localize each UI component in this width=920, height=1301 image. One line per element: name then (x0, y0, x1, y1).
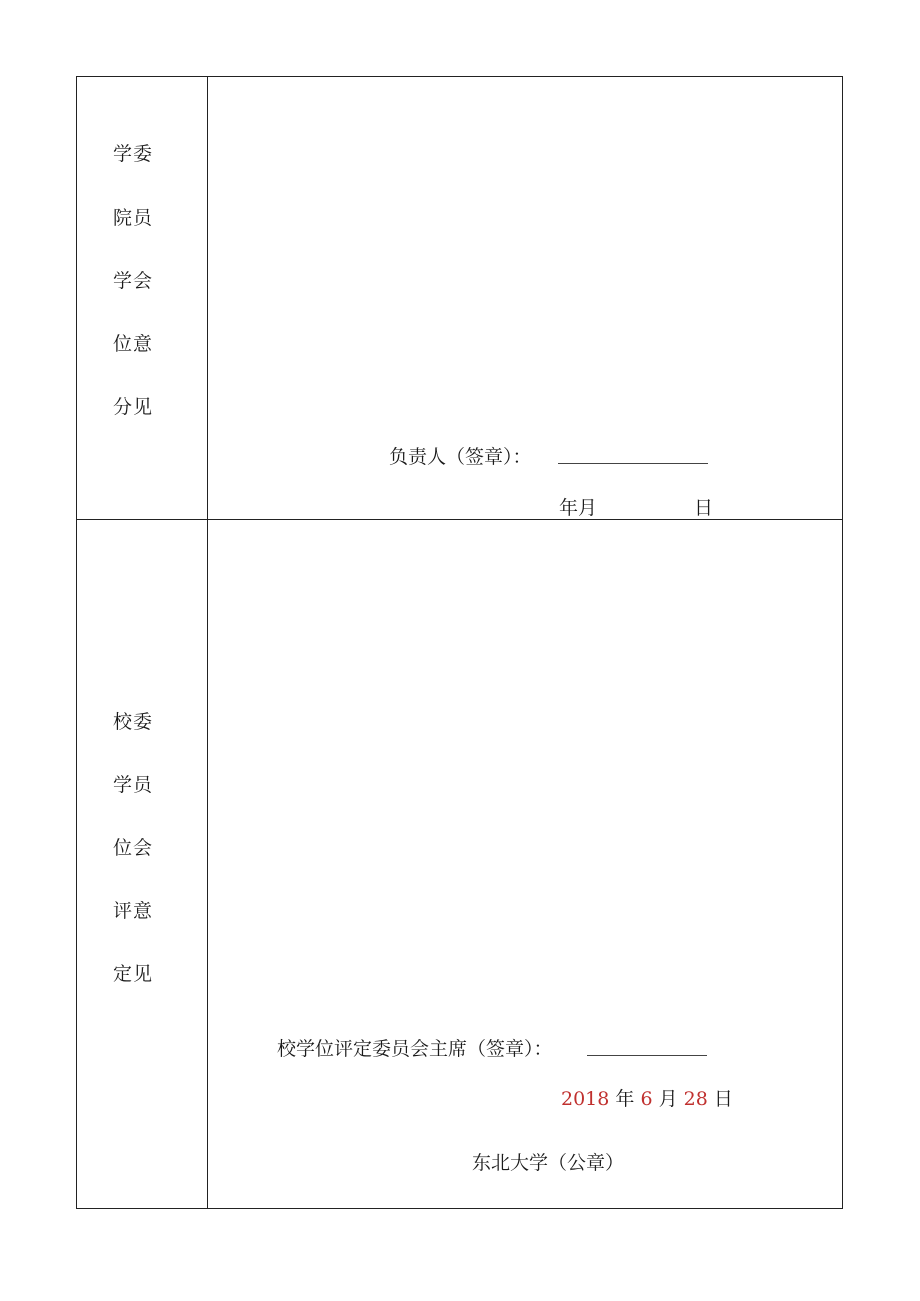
college-label-line-5: 分见 (113, 396, 154, 418)
college-signature-line[interactable] (558, 463, 708, 464)
college-date-day: 日 (694, 497, 714, 519)
college-label-line-4: 位意 (113, 333, 154, 355)
school-label-line-3: 位会 (113, 837, 154, 859)
school-committee-label-cell (77, 520, 208, 1208)
school-label-line-2: 学员 (113, 774, 154, 796)
university-seal-label: 东北大学（公章） (472, 1152, 625, 1174)
date-month-unit: 月 (658, 1088, 678, 1110)
school-committee-opinion-cell[interactable] (208, 520, 842, 1208)
date-year-unit: 年 (615, 1088, 635, 1110)
college-label-line-2: 院员 (113, 207, 154, 229)
school-committee-row (77, 520, 842, 1208)
school-decision-date (561, 1084, 733, 1111)
college-committee-opinion-cell[interactable] (208, 77, 842, 519)
school-chair-signer-label: 校学位评定委员会主席（签章）： (277, 1038, 553, 1060)
college-date-year-month: 年月 (559, 497, 598, 519)
college-label-line-3: 学会 (113, 270, 154, 292)
school-chair-signature-line[interactable] (587, 1055, 707, 1056)
date-month: 6 (640, 1088, 653, 1110)
school-label-line-1: 校委 (113, 711, 154, 733)
college-committee-label-cell (77, 77, 208, 519)
date-day: 28 (683, 1088, 708, 1110)
date-day-unit: 日 (713, 1088, 733, 1110)
school-label-line-4: 评意 (113, 900, 154, 922)
school-label-line-5: 定见 (113, 963, 154, 985)
college-committee-row (77, 77, 842, 520)
opinion-form-table (76, 76, 843, 1209)
college-signer-label: 负责人（签章）： (389, 446, 532, 468)
date-year: 2018 (561, 1088, 610, 1110)
college-label-line-1: 学委 (113, 143, 154, 165)
